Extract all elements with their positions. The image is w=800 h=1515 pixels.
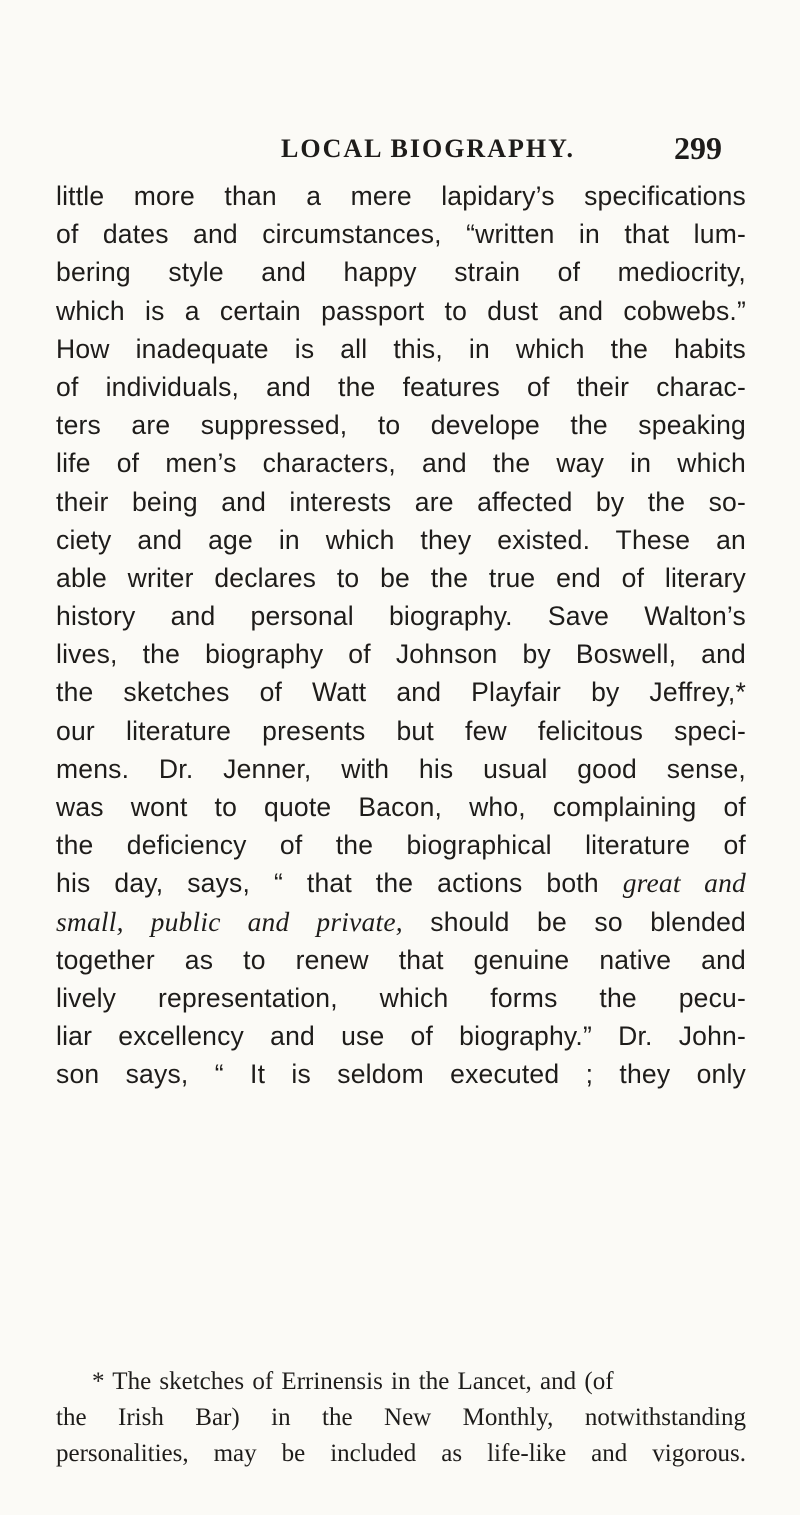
text-line: ters are suppressed, to develope the speaking: [56, 410, 746, 441]
text-line: which is a certain passport to dust and cobwebs.”: [56, 295, 746, 326]
footnote-line: personalities, may be included as life-like and vigorous.: [56, 1440, 746, 1467]
italic-span: small, public and private,: [56, 905, 403, 937]
text-line: the deficiency of the biographical literature of: [56, 830, 746, 861]
text-line: together as to renew that genuine native and: [56, 944, 746, 975]
text-line: lively representation, which forms the pecu-: [56, 982, 746, 1013]
page-number: 299: [674, 130, 722, 166]
text-line: bering style and happy strain of mediocrity,: [56, 257, 746, 288]
text-line: life of men’s characters, and the way in which: [56, 448, 746, 479]
text-line-mixed: [56, 864, 746, 902]
text-line: liar excellency and use of biography.” Dr. John-: [56, 1021, 746, 1052]
text-line: lives, the biography of Johnson by Boswell, and: [56, 639, 746, 670]
text-line: little more than a mere lapidary’s specifications: [56, 181, 746, 211]
running-title: LOCAL BIOGRAPHY.: [281, 134, 575, 163]
text-line: son says, “ It is seldom executed ; they only: [56, 1059, 746, 1090]
text-line: our literature presents but few felicitous speci-: [56, 715, 746, 746]
text-line: How inadequate is all this, in which the habits: [56, 333, 746, 364]
footnote: [56, 1364, 746, 1472]
footnote-line: * The sketches of Errinensis in the Lancet, and (of: [92, 1368, 614, 1395]
text-line: ciety and age in which they existed. These an: [56, 524, 746, 555]
text-line: of dates and circumstances, “written in that lum-: [56, 219, 746, 250]
text-span: should be so blended: [402, 906, 746, 937]
text-line-mixed: [56, 903, 746, 941]
running-head: [0, 130, 800, 170]
text-span: his day, says, “ that the actions both: [56, 868, 599, 899]
text-line: mens. Dr. Jenner, with his usual good sense,: [56, 753, 746, 784]
text-line: history and personal biography. Save Walton’s: [56, 601, 746, 632]
italic-span: great and: [622, 867, 746, 899]
text-line: of individuals, and the features of their charac-: [56, 371, 746, 402]
text-line: the sketches of Watt and Playfair by Jeffrey,*: [56, 677, 746, 708]
footnote-line: the Irish Bar) in the New Monthly, notwithstanding: [56, 1404, 746, 1431]
text-line: their being and interests are affected by the so-: [56, 486, 746, 517]
text-line: was wont to quote Bacon, who, complaining of: [56, 792, 746, 822]
text-line: able writer declares to be the true end of literary: [56, 562, 746, 593]
body-text: [56, 177, 746, 1094]
